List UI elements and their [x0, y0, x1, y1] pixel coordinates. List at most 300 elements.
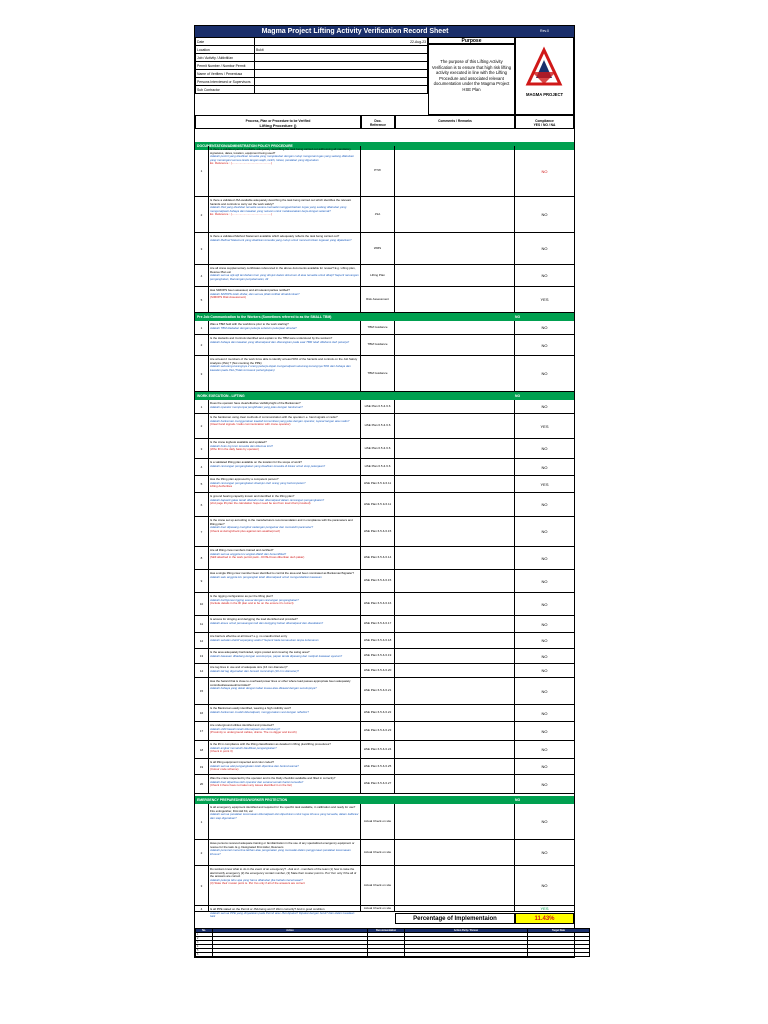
question-note: (Check it there have not taken any issues identified it on the list) [210, 783, 292, 787]
row-question [209, 400, 361, 414]
row-number: 11 [195, 616, 209, 633]
compliance-value[interactable]: NO [515, 705, 574, 722]
section-title: EMERGENCY PREPAREDNESS/WORKER PROTECTION [197, 798, 288, 802]
row-question [209, 649, 361, 664]
question-malay: Adakah pekerja tahu apa yang harus dilakukan jika berlaku kecemasan? [210, 877, 303, 882]
comments-cell[interactable] [395, 146, 515, 197]
action-cell[interactable] [405, 953, 528, 957]
comments-cell[interactable] [395, 476, 515, 493]
compliance-value[interactable]: NO [515, 356, 574, 392]
question-malay: Adakah rancangan pengangkatan yang disahkan tersedia di lokasi untuk skop pekerjaan? [210, 463, 326, 468]
checklist-row [195, 804, 574, 840]
comments-cell[interactable] [395, 722, 515, 741]
comments-cell[interactable] [395, 335, 515, 356]
info-row [196, 62, 428, 70]
info-value[interactable] [255, 78, 428, 86]
question-malay: Adakah buku log kren tersedia dan dikemas kini? [210, 443, 273, 448]
revision-label: Rev.0 [515, 26, 574, 37]
checklist-row [195, 649, 574, 664]
comments-cell[interactable] [395, 356, 515, 392]
doc-reference: HSE Plan 6.5 & 6.15 [361, 570, 395, 593]
compliance-value[interactable]: NO [515, 759, 574, 775]
row-question [209, 570, 361, 593]
compliance-value[interactable]: NO [515, 265, 574, 287]
row-number: 8 [195, 547, 209, 570]
section-status: NO [515, 798, 521, 802]
row-number: 5 [195, 476, 209, 493]
action-cell: 6 [196, 953, 213, 957]
checklist-row [195, 840, 574, 866]
compliance-value[interactable]: NO [515, 493, 574, 517]
compliance-value[interactable]: NO [515, 804, 574, 840]
doc-reference: TBM Guidance [361, 356, 395, 392]
question-malay: Adakah kren diperiksa oleh operator dan senarai semak harian tersedia? [210, 779, 304, 784]
percentage-value: 11.43% [515, 913, 574, 924]
checklist-row [195, 775, 574, 794]
info-row [196, 38, 428, 46]
row-number: 16 [195, 705, 209, 722]
question-malay: Adakah operator mempunyai penglihatan yang jelas dengan banksman? [210, 404, 303, 409]
question-english: Does the operator have clear/effective visibility/sight of the Banksman? [210, 401, 301, 405]
section-status: NO [515, 315, 521, 319]
doc-reference: HSE Plan 6.5 & 6.15 [361, 517, 395, 547]
checklist-row [195, 905, 574, 918]
percentage-label: Percentage of Implementaion [395, 913, 515, 924]
process-header-line1: Process, Plan or Procedure to be Verified [245, 119, 311, 123]
checklist-row [195, 265, 574, 287]
row-number: 4 [195, 459, 209, 476]
question-malay: Adakah angkat mematuhi klasifikasi pengangkatan? [210, 745, 277, 750]
comments-cell[interactable] [395, 233, 515, 265]
row-number: 2 [195, 414, 209, 439]
comments-cell[interactable] [395, 649, 515, 664]
question-english: Are all crane supplementary certificates referenced in the above documents available for review? E.g. Lifting plan, Rescue Plan etc [210, 266, 356, 274]
comments-cell[interactable] [395, 400, 515, 414]
compliance-value[interactable]: YES [515, 287, 574, 313]
checklist-row [195, 616, 574, 633]
info-label: Persons Interviewed or Supervisors [196, 78, 255, 86]
row-question [209, 705, 361, 722]
checklist-row [195, 197, 574, 233]
action-cell[interactable] [213, 953, 368, 957]
logo-text: MAGMA PROJECT [525, 92, 564, 97]
comments-cell[interactable] [395, 459, 515, 476]
action-header-cell: Recommendation [368, 929, 405, 933]
compliance-value[interactable]: NO [515, 649, 574, 664]
question-english: Is there a validated permit available adequately describing the task being carried out addressing all mandatory signatures, dates, location, equipment being used? [210, 147, 351, 155]
question-english: Are tag lines in use and of adequate size (16 mm diameter)? [210, 665, 288, 669]
row-question [209, 664, 361, 678]
magma-logo-icon [516, 44, 573, 94]
comments-cell[interactable] [395, 439, 515, 459]
info-value[interactable] [255, 54, 428, 62]
action-cell: 5 [196, 949, 213, 953]
row-number: 18 [195, 741, 209, 759]
question-english: Are barriers effective at all times? e.g. no unauthorized entry [210, 634, 288, 638]
checklist-row [195, 287, 574, 313]
section-header [195, 392, 574, 400]
question-malay: Adakah sekatan efektif sepanjang waktu? Seperti tiada kemasukan tanpa kebenaran [210, 637, 319, 642]
compliance-value[interactable]: NO [515, 547, 574, 570]
doc-reference: TBM Guidance [361, 321, 395, 335]
question-english: Is the area adequately barricaded, signs posted and covering the swing area? [210, 650, 310, 654]
question-english: Are all lifting crew members trained and certified? [210, 548, 274, 552]
action-header-cell: Target Date [528, 929, 590, 933]
doc-reference: HSE Plan 6.5 & 6.20 [361, 664, 395, 678]
row-question [209, 616, 361, 633]
row-question [209, 439, 361, 459]
action-cell[interactable] [368, 953, 405, 957]
checklist-row [195, 476, 574, 493]
compliance-header-line1: Compliance [535, 119, 554, 123]
checklist-row [195, 459, 574, 476]
checklist-row [195, 705, 574, 722]
comments-cell[interactable] [395, 517, 515, 547]
question-english: Is the crane set up according to the manufacturers recommendation and in compliance with the parameters and lifting plan? [210, 518, 353, 526]
row-number: 4 [195, 265, 209, 287]
compliance-value[interactable]: NO [515, 664, 574, 678]
compliance-value[interactable]: NO [515, 722, 574, 741]
comments-cell[interactable] [395, 593, 515, 616]
question-english: Has SIMOPS been assessed, and all relevant parties notified? [210, 288, 290, 292]
checklist-row [195, 722, 574, 741]
section-header [195, 796, 574, 804]
question-malay: Adakah banksman menggunakan kaedah komunikasi yang jelas dengan operator, isyarat tangan atau radio? [210, 418, 350, 423]
compliance-value[interactable]: NO [515, 840, 574, 866]
row-question [209, 321, 361, 335]
checklist-row [195, 741, 574, 759]
section-header [195, 313, 574, 321]
checklist-row [195, 321, 574, 335]
question-note: (Include details in the lift plan and to be on the ensure it's correct) [210, 601, 294, 605]
compliance-value[interactable]: NO [515, 570, 574, 593]
comments-cell[interactable] [395, 804, 515, 840]
comments-cell[interactable] [395, 775, 515, 794]
action-cell: 1 [196, 933, 213, 937]
comments-cell[interactable] [395, 414, 515, 439]
compliance-value[interactable]: NO [515, 197, 574, 233]
comments-cell[interactable] [395, 547, 515, 570]
info-row [196, 86, 428, 94]
doc-reference: HSE Plan 6.5 & 6.22 [361, 705, 395, 722]
purpose-title: Purpose [428, 37, 515, 44]
compliance-header-line2: YES / NO / NA [533, 123, 556, 127]
row-number: 14 [195, 664, 209, 678]
info-row [196, 78, 428, 86]
compliance-value[interactable]: NO [515, 321, 574, 335]
doc-reference: HSE Plan 6.5 & 6.11 [361, 476, 395, 493]
comments-cell[interactable] [395, 866, 515, 906]
question-note: (3) State their muster point is. Put Yes only if all of the answers are correct [210, 881, 305, 885]
question-english: Is the Banksman easily identified, wearing a high visibility vest? [210, 706, 291, 710]
checklist-row [195, 233, 574, 265]
row-question [209, 265, 361, 287]
question-english: Is ground bearing capacity known and identified in the lifting plan? [210, 494, 295, 498]
comments-cell[interactable] [395, 759, 515, 775]
row-number: 19 [195, 759, 209, 775]
info-value[interactable] [255, 62, 428, 70]
doc-reference: HSE Plan 6.5 & 6.16 [361, 593, 395, 616]
doc-reference: Actual Check on site [361, 840, 395, 866]
doc-reference: TBM Guidance [361, 335, 395, 356]
question-note: (Skill attached in the work permit pack - DOSH boss diberikan oleh pakar) [210, 555, 305, 559]
question-english: Is access for slinging and derigging the load identified and provided? [210, 617, 298, 621]
question-english: Was a TBM held with the workforce prior to the work starting? [210, 322, 289, 326]
row-question [209, 146, 361, 197]
question-malay: Adakah konfigurasi rigging sesuai dengan rancangan pengangkatan? [210, 597, 299, 602]
question-malay: Adakah semua peralatan kecemasan dikenalpasti dan diperlukan untuk tugas khusus yang tersedia, dalam kalibrasi dan siap digunakan? [210, 812, 359, 820]
row-question [209, 840, 361, 866]
doc-reference: Risk Assessment [361, 287, 395, 313]
info-value[interactable]: Bukit [255, 46, 428, 54]
row-number: 1 [195, 804, 209, 840]
comments-cell[interactable] [395, 906, 515, 912]
checklist-row [195, 570, 574, 593]
comments-cell[interactable] [395, 633, 515, 649]
compliance-value[interactable]: NO [515, 459, 574, 476]
row-question [209, 633, 361, 649]
question-english: Has a single lifting crew member been identified to control the area and been nominated as Banksman/Signaler? [210, 571, 354, 575]
info-row [196, 70, 428, 78]
info-label: Sub Contractor [196, 86, 255, 94]
row-number: 1 [195, 400, 209, 414]
row-question [209, 356, 361, 392]
compliance-value[interactable]: NO [515, 146, 574, 197]
action-cell: 4 [196, 945, 213, 949]
row-question [209, 775, 361, 794]
question-malay: Adakah kawasan dihadang dengan secukupnya, papan tanda dipasang dan meliputi kawasan ayunan? [210, 653, 343, 658]
doc-reference: Lifting Plan [361, 265, 395, 287]
info-value[interactable]: 22-Aug-23 [255, 38, 428, 46]
info-label: Date [196, 38, 255, 46]
doc-reference: HSE Plan 6.5 & 6.17 [361, 616, 395, 633]
compliance-value[interactable]: YES [515, 414, 574, 439]
section-title: WORK EXECUTION - LIFTING [197, 394, 245, 398]
comments-cell[interactable] [395, 616, 515, 633]
question-malay: Adakah kapasiti galas tanah diketahui dan dikenalpasti dalam rancangan pengangkatan? [210, 497, 325, 502]
checklist-row [195, 664, 574, 678]
compliance-value[interactable]: NO [515, 517, 574, 547]
question-note: Lifting Authorities [210, 484, 233, 488]
checklist-row [195, 414, 574, 439]
question-english: Is all lifting equipment inspected and color coded? [210, 760, 274, 764]
action-cell: 3 [196, 941, 213, 945]
row-number: 20 [195, 775, 209, 794]
question-malay: Adakah semua alat pengangkatan telah diperiksa dan berkod warna? [210, 763, 299, 768]
question-note: (Check in point 3) [210, 749, 233, 753]
row-question [209, 678, 361, 705]
question-note: (Who fill in the daily basis by operator) [210, 447, 260, 451]
ref-column-header [361, 115, 395, 129]
comments-cell[interactable] [395, 493, 515, 517]
compliance-value[interactable]: NO [515, 866, 574, 906]
info-row [196, 46, 428, 54]
doc-reference: HSE Plan 6.5 & 6.24 [361, 741, 395, 759]
comments-cell[interactable] [395, 678, 515, 705]
question-malay: Adakah permit yang disahkan tersedia yang menjelaskan dengan cukup mengenai tugas yang sedang dilakukan yang menangani semua tanda tangan wajib, tarikh, lokasi, peralatan yang digunakan [210, 154, 354, 162]
info-value[interactable] [255, 86, 428, 94]
sheet-title: Magma Project Lifting Activity Verification Record Sheet [195, 26, 515, 37]
question-note: (SIMOPS Risk Assessment) [210, 295, 246, 299]
question-english: Is the banksman using clear methods of communication with the operator i.e. hand signals or radio? [210, 415, 338, 419]
row-question [209, 722, 361, 741]
question-english: Is there a validated Method Statement available which adequately reflects the task being carried out? [210, 234, 340, 238]
process-column-header [195, 115, 361, 129]
question-english: Is a validated lifting plan available on the location for the scope of work? [210, 460, 302, 464]
row-question [209, 866, 361, 906]
compliance-value[interactable]: NO [515, 439, 574, 459]
row-question [209, 287, 361, 313]
row-question [209, 593, 361, 616]
checklist-row [195, 146, 574, 197]
row-number: 2 [195, 197, 209, 233]
row-number: 3 [195, 233, 209, 265]
question-malay: Adakah TBM diadakan dengan pekerja sebelum pekerjaan dimulai? [210, 325, 297, 330]
comments-cell[interactable] [395, 664, 515, 678]
question-english: Has the lifting plan approved by a competent person? [210, 477, 279, 481]
row-number: 1 [195, 146, 209, 197]
checklist-row [195, 866, 574, 906]
question-malay: Adakah bahaya yang dekat dengan talian kuasa atas dikawal dengan secukupnya? [210, 686, 317, 690]
question-note: Ex. Reference : (.................................................) [210, 212, 273, 216]
checklist-row [195, 547, 574, 570]
info-label: Job / Activity / Aktiviti/an [196, 54, 255, 62]
action-row [196, 953, 590, 957]
comments-cell[interactable] [395, 705, 515, 722]
question-english: Have persons received adequate training or familiarization in the use of any specialized emergency equipment or rescue for the task. E.g. Designated First Aider, Rescuers [210, 841, 355, 849]
comments-cell[interactable] [395, 741, 515, 759]
info-label: Location [196, 46, 255, 54]
action-cell[interactable] [528, 953, 590, 957]
section-title: DOCUMENTATION/ADMINISTRATION POLICY PROCEDURE [197, 144, 293, 148]
row-question [209, 459, 361, 476]
row-question [209, 335, 361, 356]
question-english: Is all emergency equipment identified and required for the specific task available, in calibration and ready for use? Fire extinguisher, First Aid Kit, etc [210, 805, 356, 813]
compliance-value[interactable]: NO [515, 593, 574, 616]
action-header-cell: No. [196, 929, 213, 933]
row-number: 9 [195, 570, 209, 593]
row-question [209, 906, 361, 918]
checklist-row [195, 633, 574, 649]
row-number: 15 [195, 678, 209, 705]
question-malay: Adakah JSA yang disahkan tersedia secara memadai menggambarkan tugas yang sedang dilakukan yang mengenalpasti bahaya dan kawalan yang relevan untuk melaksanakan kerja dengan selamat? [210, 205, 347, 213]
doc-reference: JSA [361, 197, 395, 233]
logo [515, 37, 574, 115]
action-table [195, 928, 590, 957]
purpose-text: The purpose of this Lifting Activity Verification is to ensure that high risk lifting activity executed in line with the Lifting Procedure and associated relevant documentation under the Magma Project HSE Plan [428, 44, 515, 115]
row-question [209, 476, 361, 493]
row-question [209, 517, 361, 547]
question-malay: Adakah semua sijil-sijil tambahan kren yang dirujuk dalam dokumen di atas tersedia untuk dikaji? Seperti rancangan pengangkatan, Rancangan penyelamatan, dll [210, 273, 359, 281]
question-malay: Adakah kren dipasang mengikut cadangan pengeluar dan mematuhi parameter? [210, 525, 314, 529]
row-number: 17 [195, 722, 209, 741]
row-number: 3 [195, 866, 209, 906]
comments-cell[interactable] [395, 265, 515, 287]
row-question [209, 547, 361, 570]
question-malay: Adakah utiliti bawah tanah dikenalpasti dan dilindungi? [210, 726, 281, 731]
info-row [196, 54, 428, 62]
question-english: Are underground utilities identified and protected? [210, 723, 274, 727]
comments-cell[interactable] [395, 840, 515, 866]
compliance-value[interactable]: YES [515, 906, 574, 912]
row-number: 5 [195, 287, 209, 313]
question-malay: Adakah Method Statement yang disahkan tersedia yang cukup untuk mencerminkan tugasan yang dijalankan? [210, 237, 352, 242]
question-note: (2nd page lift plan the calculation Super need be test from load chart provided) [210, 501, 311, 505]
question-note: Ex. Reference : (.................................................) [210, 161, 273, 165]
compliance-value[interactable]: NO [515, 400, 574, 414]
question-english: Do workers know what to do in the event of an emergency? - Ask at 2 - members of the team (1) how to raise the alarm/notify emergency (2) the emergency contact number, (3) State their muster point is. Put 'Yes' only if the all of the answers are correct [210, 867, 357, 878]
question-english: Is the rigging configuration as per the lifting plan? [210, 594, 273, 598]
question-english: Is all PPE stated on the Permit or JSA being worn? Worn correctly? And in good condition [210, 907, 325, 911]
checklist-row [195, 593, 574, 616]
doc-reference: Actual Check on site [361, 804, 395, 840]
compliance-value[interactable]: YES [515, 476, 574, 493]
compliance-value[interactable]: NO [515, 741, 574, 759]
compliance-value[interactable]: NO [515, 633, 574, 649]
row-number: 10 [195, 593, 209, 616]
checklist-row [195, 335, 574, 356]
checklist-row [195, 493, 574, 517]
question-note: (Colour code scheme) [210, 767, 239, 771]
question-english: Has the hazard that is close to overhead power lines or other where load passes appropriate been adequately controlled/assessed/controlled? [210, 679, 351, 687]
compliance-value[interactable]: NO [515, 233, 574, 265]
doc-reference: HSE Plan 6.5 & 6.19 [361, 649, 395, 664]
comments-column-header [395, 115, 515, 129]
doc-reference: HSE Plan 6.5 & 6.14 [361, 547, 395, 570]
question-malay: Adakah SIMOPS telah dinilai, dan semua pihak terlibat dimaklumkan? [210, 291, 300, 296]
doc-reference: HSE Plan 6.5 & 6.6 [361, 439, 395, 459]
doc-reference: Actual Check on site [361, 906, 395, 912]
doc-reference: PTW [361, 146, 395, 197]
row-number: 12 [195, 633, 209, 649]
ref-header-line1: Doc. [374, 119, 382, 123]
action-cell: 2 [196, 937, 213, 941]
question-malay: Adakah semua anggota kru angkat dilatih dan bersertifikat? [210, 551, 287, 556]
ref-header-line2: Reference [370, 123, 386, 127]
compliance-value[interactable]: NO [515, 678, 574, 705]
compliance-value[interactable]: NO [515, 775, 574, 794]
checklist-row [195, 517, 574, 547]
question-malay: Adakah bahaya dan kawalan yang dikenalpasti dan diterangkan pada saat TBM telah difahami oleh pekerja? [210, 339, 350, 344]
question-english: Are at least 2 members of the work force able to identify at least 50% of the hazards and controls on the Job Safety Analysis (JSA) ? (Not counting the PPE) [210, 357, 358, 365]
compliance-value[interactable]: NO [515, 616, 574, 633]
question-malay: Adakah banksman mudah dikenalpasti, menggunakan vest dengan reflektor? [210, 709, 309, 714]
row-number: 7 [195, 517, 209, 547]
doc-reference: HSE Plan 6.5 & 6.21 [361, 678, 395, 705]
comments-cell[interactable] [395, 321, 515, 335]
question-malay: Adakah sekurang-kurangnya 2 orang pekerja dapat mengenalpasti sekurang-kurangnya 50% dari bahaya dan kawalan pada JSA (Tidak termasuk perlengkapan) [210, 364, 351, 372]
comments-cell[interactable] [395, 570, 515, 593]
row-number: 2 [195, 335, 209, 356]
row-question [209, 233, 361, 265]
question-malay: Adakah personel menerima latihan atau pengenalan yang memadai dalam penggunaan peralatan kecemasan khusus? [210, 848, 351, 856]
checklist-row [195, 439, 574, 459]
row-question [209, 804, 361, 840]
compliance-value[interactable]: NO [515, 335, 574, 356]
compliance-column-header [515, 115, 574, 129]
doc-reference: HSE Plan 6.5 & 6.18 [361, 633, 395, 649]
process-header-line2: Lifting Procedure () [259, 123, 297, 128]
comments-cell[interactable] [395, 287, 515, 313]
question-malay: Adakah tali tag digunakan dan bersaiz mencukupi (16 mm diameter)? [210, 668, 300, 673]
action-header-cell: Action [213, 929, 368, 933]
doc-reference: HSE Plan 6.5 & 6.6 [361, 414, 395, 439]
info-value[interactable] [255, 70, 428, 78]
comments-cell[interactable] [395, 197, 515, 233]
doc-reference: HSE Plan 6.5 & 6.25 [361, 759, 395, 775]
row-question [209, 197, 361, 233]
action-header-cell: Action Party / Person [405, 929, 528, 933]
